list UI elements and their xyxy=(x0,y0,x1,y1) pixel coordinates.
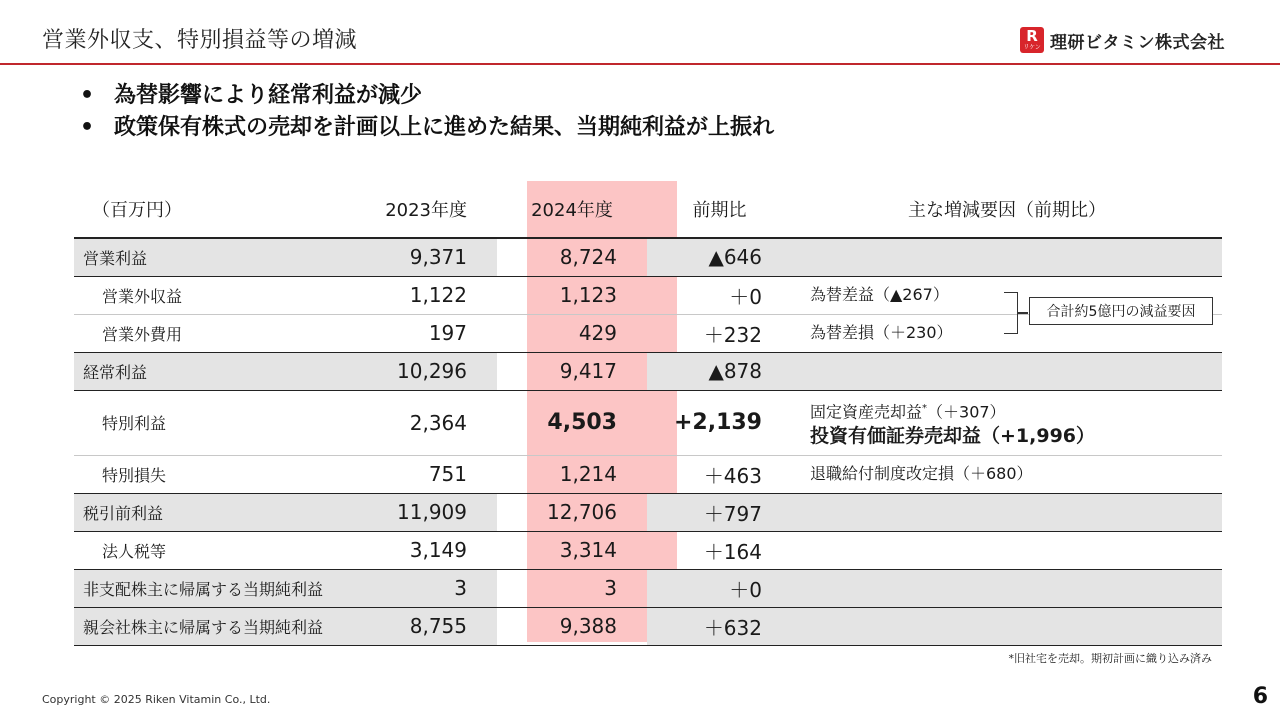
fy2024-value: 12,706 xyxy=(497,493,647,531)
table-row xyxy=(74,390,1222,455)
reason-bracket xyxy=(1004,292,1018,334)
fy2023-value: 1,122 xyxy=(374,276,497,314)
reason-text xyxy=(792,607,1222,645)
yoy-value: +2,139 xyxy=(647,390,792,455)
fy2024-value: 9,388 xyxy=(497,607,647,645)
page-title: 営業外収支、特別損益等の増減 xyxy=(42,28,358,53)
yoy-header: 前期比 xyxy=(647,181,792,238)
fy2024-value: 1,123 xyxy=(497,276,647,314)
fy2023-value: 10,296 xyxy=(374,352,497,390)
logo-mark-letter: R xyxy=(1026,27,1038,45)
reason-text xyxy=(792,569,1222,607)
slide-header xyxy=(0,0,1280,66)
reason-amount: （＋307） xyxy=(927,402,1006,422)
row-label: 営業外費用 xyxy=(74,314,374,352)
table-row xyxy=(74,531,1222,569)
company-logo xyxy=(1020,26,1225,54)
logo-mark-icon xyxy=(1020,27,1044,53)
yoy-value: ＋632 xyxy=(647,607,792,645)
fy2023-value: 9,371 xyxy=(374,238,497,276)
reason-line xyxy=(810,397,1222,424)
unit-header: （百万円） xyxy=(74,181,374,238)
combined-impact-note: 合計約5億円の減益要因 xyxy=(1029,297,1213,325)
footnote-mark: * xyxy=(922,402,928,414)
fy2024-value: 3,314 xyxy=(497,531,647,569)
reason-item: 固定資産売却益 xyxy=(810,402,923,422)
reason-text xyxy=(792,531,1222,569)
reason-text xyxy=(792,238,1222,276)
row-label: 経常利益 xyxy=(74,352,374,390)
reason-bracket-stem xyxy=(1018,312,1028,314)
reason-text: 為替差益（▲267） xyxy=(792,276,1222,314)
page-number: 6 xyxy=(1252,684,1268,709)
reason-text xyxy=(792,390,1222,455)
yoy-value: ＋164 xyxy=(647,531,792,569)
row-label: 特別損失 xyxy=(74,455,374,493)
table-row xyxy=(74,607,1222,645)
reasons-header: 主な増減要因（前期比） xyxy=(792,181,1222,238)
yoy-value: ＋232 xyxy=(647,314,792,352)
table-row xyxy=(74,238,1222,276)
reason-text: 退職給付制度改定損（＋680） xyxy=(792,455,1222,493)
row-label: 営業利益 xyxy=(74,238,374,276)
fy2023-header: 2023年度 xyxy=(374,181,497,238)
fy2024-value: 8,724 xyxy=(497,238,647,276)
fy2023-value: 197 xyxy=(374,314,497,352)
table-row xyxy=(74,455,1222,493)
row-label: 法人税等 xyxy=(74,531,374,569)
fy2024-value: 4,503 xyxy=(497,390,647,455)
logo-mark-caption: リケン xyxy=(1023,44,1041,51)
fy2023-value: 3 xyxy=(374,569,497,607)
row-label: 営業外収益 xyxy=(74,276,374,314)
yoy-value: ▲878 xyxy=(647,352,792,390)
reason-line-emphasis: 投資有価証券売却益（+1,996） xyxy=(810,425,1096,448)
yoy-value: ＋797 xyxy=(647,493,792,531)
fy2023-value: 2,364 xyxy=(374,390,497,455)
reason-text xyxy=(792,493,1222,531)
table-row xyxy=(74,352,1222,390)
row-label: 特別利益 xyxy=(74,390,374,455)
yoy-value: ＋0 xyxy=(647,569,792,607)
income-comparison-table xyxy=(74,181,1222,646)
table-header-row xyxy=(74,181,1222,238)
reason-text: 為替差損（＋230） xyxy=(792,314,1222,352)
yoy-value: ＋0 xyxy=(647,276,792,314)
fy2024-value: 1,214 xyxy=(497,455,647,493)
fy2023-value: 8,755 xyxy=(374,607,497,645)
bullet-item: • 政策保有株式の売却を計画以上に進めた結果、当期純利益が上振れ xyxy=(78,112,774,144)
row-label: 親会社株主に帰属する当期純利益 xyxy=(74,607,374,645)
fy2024-value: 3 xyxy=(497,569,647,607)
summary-bullets xyxy=(78,80,774,144)
yoy-value: ＋463 xyxy=(647,455,792,493)
bullet-item: • 為替影響により経常利益が減少 xyxy=(78,80,774,112)
fy2024-header: 2024年度 xyxy=(497,181,647,238)
fy2023-value: 3,149 xyxy=(374,531,497,569)
logo-text: 理研ビタミン株式会社 xyxy=(1050,32,1225,53)
copyright: Copyright © 2025 Riken Vitamin Co., Ltd. xyxy=(42,693,271,706)
fy2024-value: 429 xyxy=(497,314,647,352)
yoy-value: ▲646 xyxy=(647,238,792,276)
reason-text xyxy=(792,352,1222,390)
fy2023-value: 11,909 xyxy=(374,493,497,531)
fy2024-value: 9,417 xyxy=(497,352,647,390)
header-divider xyxy=(0,63,1280,65)
table-row xyxy=(74,493,1222,531)
row-label: 税引前利益 xyxy=(74,493,374,531)
fy2023-value: 751 xyxy=(374,455,497,493)
table-row xyxy=(74,569,1222,607)
row-label: 非支配株主に帰属する当期純利益 xyxy=(74,569,374,607)
footnote: *旧社宅を売却。期初計画に織り込み済み xyxy=(1008,652,1212,665)
